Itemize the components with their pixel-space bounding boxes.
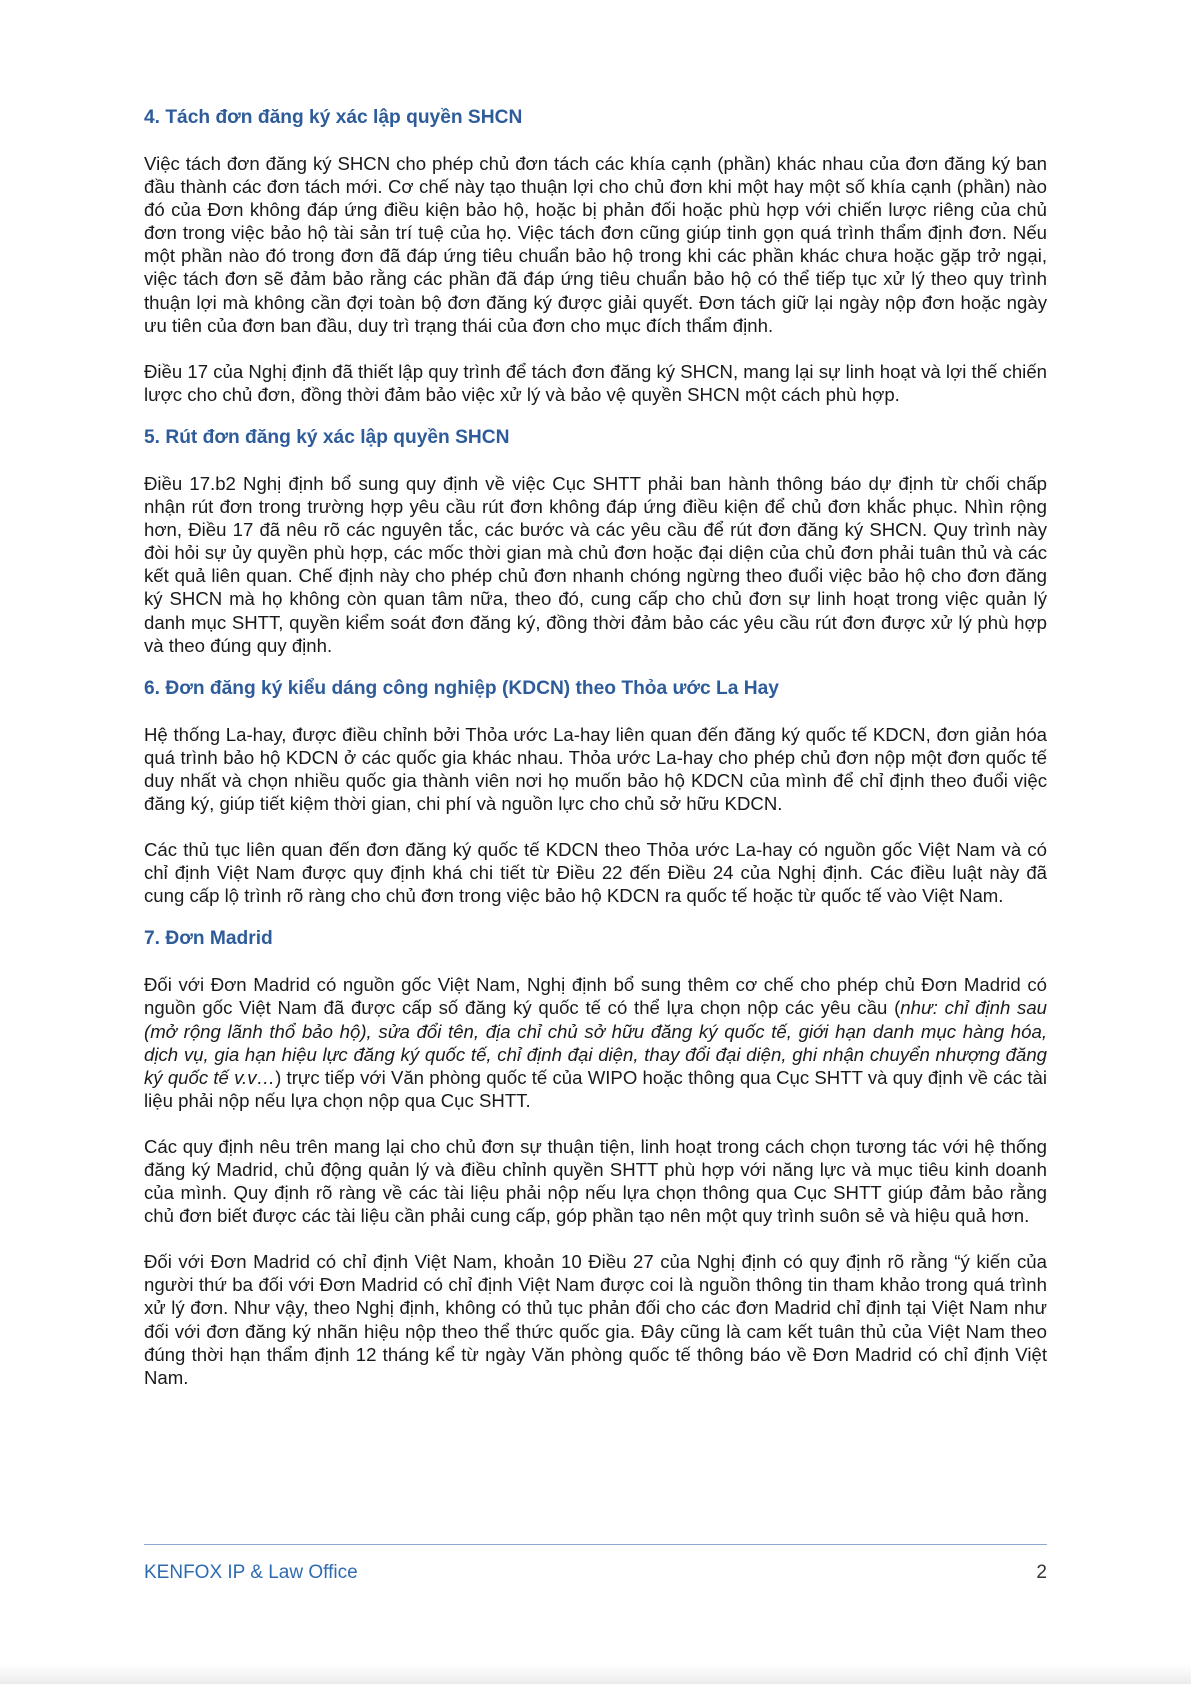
section-heading-6: 6. Đơn đăng ký kiểu dáng công nghiệp (KDCN) theo Thỏa ước La Hay bbox=[144, 677, 779, 699]
page-number: 2 bbox=[1036, 1562, 1047, 1583]
footer-rule bbox=[144, 1544, 1047, 1545]
footer-company: KENFOX IP & Law Office bbox=[144, 1562, 358, 1583]
section-4-paragraph-1: Việc tách đơn đăng ký SHCN cho phép chủ đơn tách các khía cạnh (phần) khác nhau của đơn đăng ký ban đầu thành các đơn tách mới. Cơ chế này tạo thuận lợi cho chủ đơn khi một hay một số khía cạnh (phần) nào đó của Đơn không đáp ứng điều kiện bảo hộ, hoặc bị phản đối hoặc phù hợp với chiến lược riêng của chủ đơn trong việc bảo hộ tài sản trí tuệ của họ. Việc tách đơn cũng giúp tinh gọn quá trình thẩm định đơn. Nếu một phần nào đó trong đơn đã đáp ứng tiêu chuẩn bảo hộ trong khi các phần khác chưa hoặc gặp trở ngại, việc tách đơn sẽ đảm bảo rằng các phần đã đáp ứng tiêu chuẩn bảo hộ có thể tiếp tục xử lý theo quy trình thuận lợi mà không cần đợi toàn bộ đơn đăng ký được giải quyết. Đơn tách giữ lại ngày nộp đơn hoặc ngày ưu tiên của đơn ban đầu, duy trì trạng thái của đơn cho mục đích thẩm định. bbox=[144, 153, 1047, 336]
madrid-text-before: Đối với Đơn Madrid có nguồn gốc Việt Nam, Nghị định bổ sung thêm cơ chế cho phép chủ Đơn Madrid có nguồn gốc Việt Nam đã được cấp số đăng ký quốc tế có thể lựa chọn nộp các yêu cầu ( bbox=[144, 974, 1047, 1019]
section-heading-4: 4. Tách đơn đăng ký xác lập quyền SHCN bbox=[144, 107, 523, 128]
section-6-paragraph-2: Các thủ tục liên quan đến đơn đăng ký quốc tế KDCN theo Thỏa ước La-hay có nguồn gốc Việt Nam và có chỉ định Việt Nam được quy định khá chi tiết từ Điều 22 đến Điều 24 của Nghị định. Các điều luật này đã cung cấp lộ trình rõ ràng cho chủ đơn trong việc bảo hộ KDCN ra quốc tế hoặc từ quốc tế vào Việt Nam. bbox=[144, 839, 1047, 907]
section-6-paragraph-1: Hệ thống La-hay, được điều chỉnh bởi Thỏa ước La-hay liên quan đến đăng ký quốc tế KDCN, đơn giản hóa quá trình bảo hộ KDCN ở các quốc gia khác nhau. Thỏa ước La-hay cho phép chủ đơn nộp một đơn quốc tế duy nhất và chọn nhiều quốc gia thành viên nơi họ muốn bảo hộ KDCN của mình để chỉ định theo đuổi việc đăng ký, giúp tiết kiệm thời gian, chi phí và nguồn lực cho chủ sở hữu KDCN. bbox=[144, 723, 1047, 814]
section-4-paragraph-2: Điều 17 của Nghị định đã thiết lập quy trình để tách đơn đăng ký SHCN, mang lại sự linh hoạt và lợi thế chiến lược cho chủ đơn, đồng thời đảm bảo việc xử lý và bảo vệ quyền SHCN một cách phù hợp. bbox=[144, 360, 1047, 405]
page-content bbox=[144, 104, 1047, 1389]
section-5-paragraph-1: Điều 17.b2 Nghị định bổ sung quy định về việc Cục SHTT phải ban hành thông báo dự định từ chối chấp nhận rút đơn trong trường hợp yêu cầu rút đơn không đáp ứng điều kiện để chủ đơn khắc phục. Nhìn rộng hơn, Điều 17 đã nêu rõ các nguyên tắc, các bước và các yêu cầu để rút đơn đăng ký SHCN. Quy trình này đòi hỏi sự ủy quyền phù hợp, các mốc thời gian mà chủ đơn hoặc đại diện của chủ đơn phải tuân thủ và các kết quả liên quan. Chế định này cho phép chủ đơn nhanh chóng ngừng theo đuổi việc bảo hộ cho đơn đăng ký SHCN mà họ không còn quan tâm nữa, theo đó, cung cấp cho chủ đơn sự linh hoạt trong việc quản lý danh mục SHTT, quyền kiểm soát đơn đăng ký, đồng thời đảm bảo các yêu cầu rút đơn được xử lý phù hợp và theo đúng quy định. bbox=[144, 472, 1047, 656]
section-heading-7: 7. Đơn Madrid bbox=[144, 928, 273, 950]
madrid-text-italic: như: chỉ định sau (mở rộng lãnh thổ bảo hộ), sửa đổi tên, địa chỉ chủ sở hữu đăng ký quốc tế, giới hạn danh mục hàng hóa, dịch vụ, gia hạn hiệu lực đăng ký quốc tế, chỉ định đại diện, thay đổi đại diện, ghi nhận chuyển nhượng đăng ký quốc tế v.v… bbox=[144, 997, 1047, 1088]
section-7-paragraph-1 bbox=[144, 973, 1047, 1112]
section-heading-5: 5. Rút đơn đăng ký xác lập quyền SHCN bbox=[144, 426, 510, 448]
page-bottom-edge bbox=[0, 1664, 1191, 1684]
madrid-text-after: ) trực tiếp với Văn phòng quốc tế của WIPO hoặc thông qua Cục SHTT và quy định về các tài liệu phải nộp nếu lựa chọn nộp qua Cục SHTT. bbox=[144, 1066, 1047, 1111]
section-7-paragraph-3: Đối với Đơn Madrid có chỉ định Việt Nam, khoản 10 Điều 27 của Nghị định có quy định rõ rằng “ý kiến của người thứ ba đối với Đơn Madrid có chỉ định Việt Nam được coi là nguồn thông tin tham khảo trong quá trình xử lý đơn. Như vậy, theo Nghị định, không có thủ tục phản đối cho các đơn Madrid chỉ định tại Việt Nam như đối với đơn đăng ký nhãn hiệu nộp theo thể thức quốc gia. Đây cũng là cam kết tuân thủ của Việt Nam theo đúng thời hạn thẩm định 12 tháng kể từ ngày Văn phòng quốc tế thông báo về Đơn Madrid có chỉ định Việt Nam. bbox=[144, 1251, 1047, 1388]
section-7-paragraph-2: Các quy định nêu trên mang lại cho chủ đơn sự thuận tiện, linh hoạt trong cách chọn tương tác với hệ thống đăng ký Madrid, chủ động quản lý và điều chỉnh quyền SHTT phù hợp với năng lực và mục tiêu kinh doanh của mình. Quy định rõ ràng về các tài liệu phải nộp nếu lựa chọn thông qua Cục SHTT giúp đảm bảo rằng chủ đơn biết được các tài liệu cần phải cung cấp, góp phần tạo nên một quy trình suôn sẻ và hiệu quả hơn. bbox=[144, 1135, 1047, 1227]
